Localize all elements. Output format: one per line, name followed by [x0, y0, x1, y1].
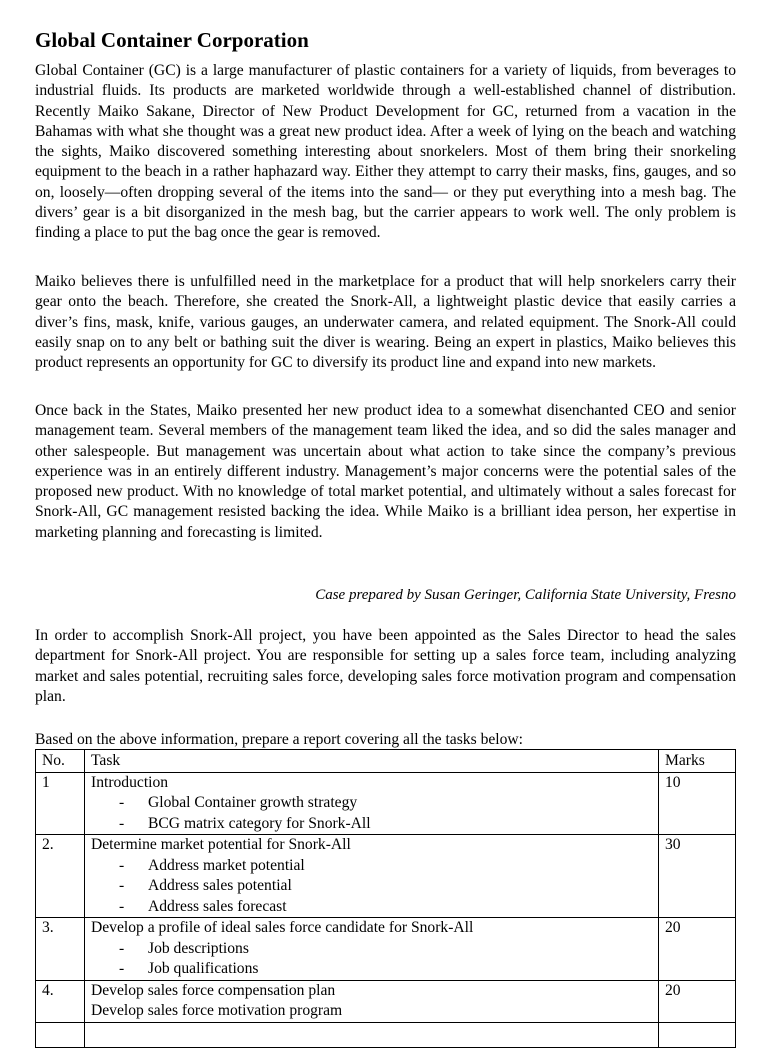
case-title: Global Container Corporation [35, 28, 309, 52]
header-task: Task [85, 750, 659, 773]
row-marks: 10 [659, 772, 736, 835]
task-title: Introduction [91, 773, 169, 791]
task-table [35, 749, 736, 1048]
assignment-paragraph: In order to accomplish Snork-All project, you have been appointed as the Sales Director to head the sales department for Snork-All project. You are responsible for setting up a sales force team, including analyzing market and sales potential, recruiting sales force, developing sales force motivation program and compensation plan. [35, 627, 736, 705]
row-number: 2. [36, 835, 85, 918]
subtask: - Address market potential [119, 856, 305, 874]
row-marks: 20 [659, 980, 736, 1022]
subtask: - Address sales potential [119, 877, 292, 894]
subtask: - Job descriptions [119, 939, 249, 957]
case-paragraph-3: Once back in the States, Maiko presented her new product idea to a somewhat disenchanted CEO and senior management team. Several members of the management team liked the idea, and so did the sales manager and other salespeople. But management was uncertain about what action to take since the company’s previous experience was in an entirely different industry. Management’s major concerns were the potential sales of the proposed new product. With no knowledge of total market potential, and ultimately without a sales forecast for Snork-All, GC management resisted backing the idea. While Maiko is a brilliant idea person, her expertise in marketing planning and forecasting is limited. [35, 402, 736, 541]
row-marks: 30 [659, 835, 736, 918]
row-task [85, 918, 659, 981]
case-credit: Case prepared by Susan Geringer, California State University, Fresno [315, 587, 736, 603]
case-paragraph-2: Maiko believes there is unfulfilled need in the marketplace for a product that will help snorkelers carry their gear onto the beach. Therefore, she created the Snork-All, a lightweight plastic device that easily carries a diver’s fins, mask, knife, various gauges, an underwater camera, and related equipment. The Snork-All could easily snap on to any belt or bathing suit the diver is wearing. Being an expert in plastics, Maiko believes this product represents an opportunity for GC to diversify its product line and expand into new markets. [35, 273, 736, 372]
subtask: - Global Container growth strategy [119, 794, 358, 811]
subtask: - Job qualifications [119, 960, 259, 977]
header-no: No. [36, 750, 85, 773]
row-number: 4. [36, 980, 85, 1022]
subtask: - BCG matrix category for Snork-All [119, 814, 371, 832]
row-number: 3. [36, 918, 85, 981]
task-title: Determine market potential for Snork-All [91, 836, 351, 853]
row-task [85, 772, 659, 835]
row-task [85, 980, 659, 1022]
table-row [36, 980, 736, 1022]
table-row [36, 918, 736, 981]
row-number: 1 [36, 772, 85, 835]
task-title: Develop a profile of ideal sales force candidate for Snork-All [91, 919, 474, 936]
table-lead-in: Based on the above information, prepare a report covering all the tasks below: [35, 731, 524, 748]
row-marks: 20 [659, 918, 736, 981]
task-title-secondary: Develop sales force motivation program [91, 1002, 343, 1019]
row-task [85, 835, 659, 918]
subtask: - Address sales forecast [119, 897, 287, 915]
table-row-partial [36, 1022, 736, 1047]
task-title: Develop sales force compensation plan [91, 981, 336, 999]
header-marks: Marks [659, 750, 736, 773]
table-row [36, 835, 736, 918]
table-row [36, 772, 736, 835]
table-header-row [36, 750, 736, 773]
case-paragraph-1: Global Container (GC) is a large manufacturer of plastic containers for a variety of liquids, from beverages to industrial fluids. Its products are marketed worldwide through a well-established channel of distribution. Recently Maiko Sakane, Director of New Product Development for GC, returned from a vacation in the Bahamas with what she thought was a great new product idea. After a week of lying on the beach and watching the sights, Maiko discovered something interesting about snorkelers. Most of them bring their snorkeling equipment to the beach in a rather haphazard way. Either they attempt to carry their masks, fins, gauges, and so on, loosely—often dropping several of the items into the sand— or they put everything into a mesh bag. The divers’ gear is a bit disorganized in the mesh bag, but the carrier appears to work well. The only problem is finding a place to put the bag once the gear is removed. [35, 62, 736, 242]
